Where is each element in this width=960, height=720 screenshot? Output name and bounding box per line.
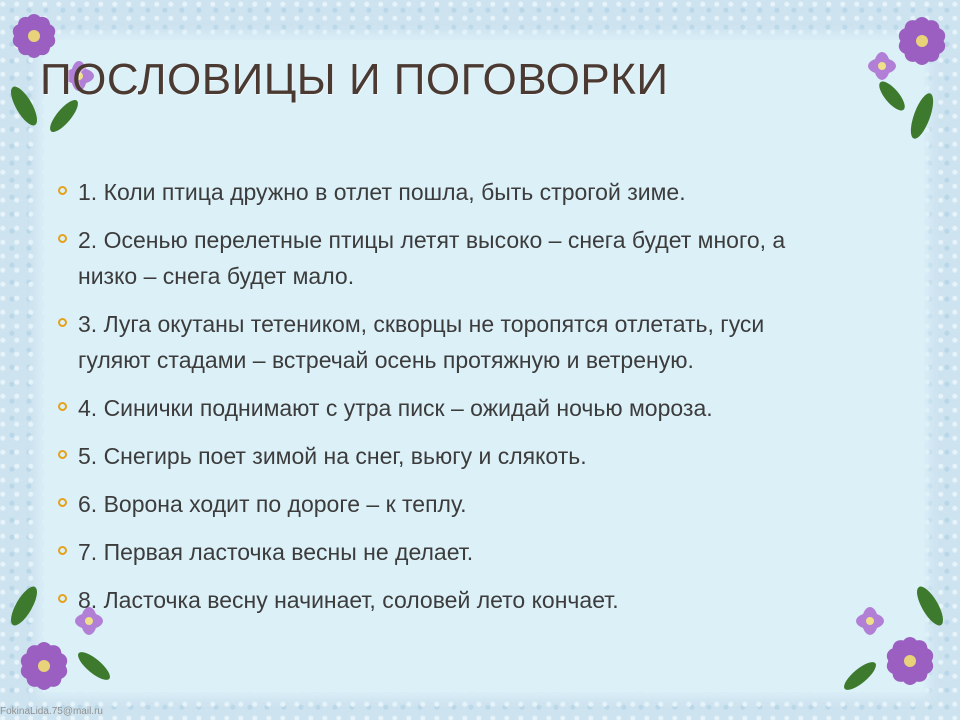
list-item xyxy=(58,174,818,210)
proverb-list xyxy=(58,174,818,630)
bullet-icon xyxy=(58,318,67,327)
bullet-icon xyxy=(58,450,67,459)
list-item xyxy=(58,534,818,570)
list-item-text: 8. Ласточка весну начинает, соловей лето кончает. xyxy=(78,587,619,613)
list-item-text: 7. Первая ласточка весны не делает. xyxy=(78,539,474,565)
slide-title: ПОСЛОВИЦЫ И ПОГОВОРКИ xyxy=(40,55,669,104)
bullet-icon xyxy=(58,186,67,195)
list-item-text: 2. Осенью перелетные птицы летят высоко – снега будет много, а низко – снега будет мало. xyxy=(78,227,786,289)
list-item xyxy=(58,438,818,474)
list-item-text: 5. Снегирь поет зимой на снег, вьюгу и слякоть. xyxy=(78,443,587,469)
bullet-icon xyxy=(58,594,67,603)
list-item-text: 4. Синички поднимают с утра писк – ожидай ночью мороза. xyxy=(78,395,713,421)
list-item xyxy=(58,486,818,522)
list-item xyxy=(58,222,818,294)
bullet-icon xyxy=(58,546,67,555)
footer-email: FokinaLida.75@mail.ru xyxy=(0,706,103,717)
bullet-icon xyxy=(58,402,67,411)
bullet-icon xyxy=(58,234,67,243)
flower-corner-bottom-right xyxy=(830,566,960,720)
list-item xyxy=(58,390,818,426)
list-item xyxy=(58,582,818,618)
list-item xyxy=(58,306,818,378)
list-item-text: 1. Коли птица дружно в отлет пошла, быть строгой зиме. xyxy=(78,179,686,205)
list-item-text: 6. Ворона ходит по дороге – к теплу. xyxy=(78,491,467,517)
bullet-icon xyxy=(58,498,67,507)
list-item-text: 3. Луга окутаны тетеником, скворцы не торопятся отлетать, гуси гуляют стадами – встречай осень протяжную и ветреную. xyxy=(78,311,765,373)
